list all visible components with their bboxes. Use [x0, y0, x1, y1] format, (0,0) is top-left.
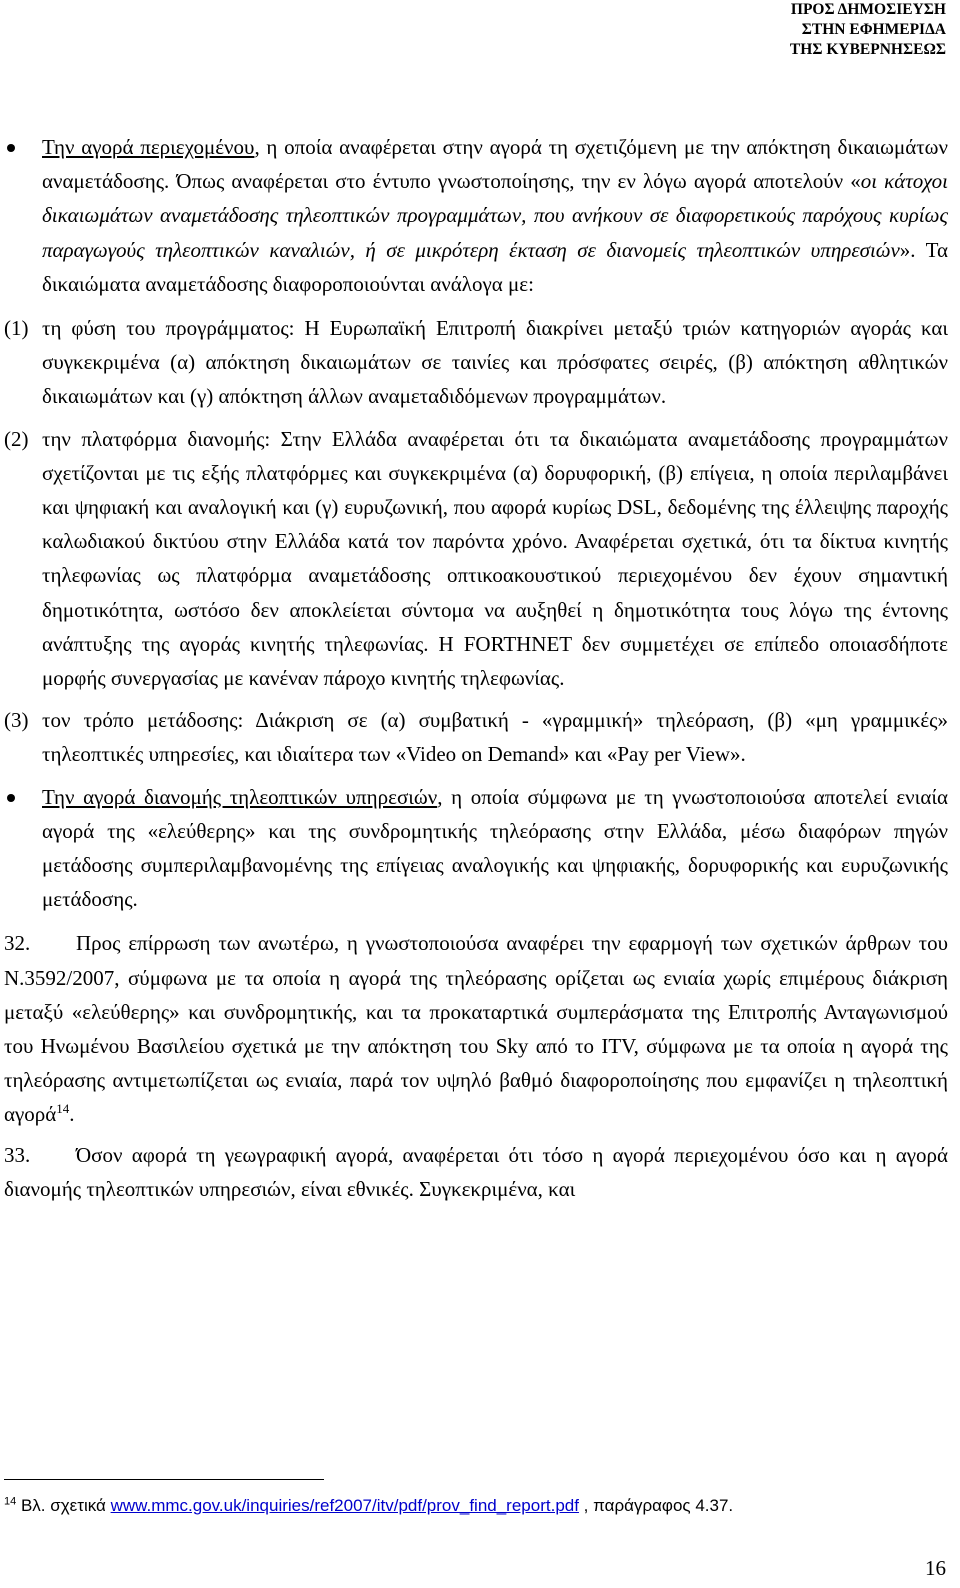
list-item-3 [4, 703, 948, 771]
footnote-divider [4, 1479, 324, 1480]
document-body [4, 130, 948, 1212]
paragraph-33 [4, 1138, 948, 1206]
header-line-2: ΣΤΗΝ ΕΦΗΜΕΡΙΔΑ [801, 21, 946, 38]
bullet-text: , η οποία σύμφωνα με τη γνωστοποιούσα αποτελεί ενιαία αγορά της «ελεύθερης» και της συνδρομητικής τηλεόρασης στην Ελλάδα, μέσω διαφόρων πηγών μετάδοσης συμπεριλαμβανομένης της επίγειας αναλογικής και ψηφιακής, δορυφορικής και ευρυζωνικής μετάδοσης. [42, 784, 948, 912]
bullet-text: , η οποία αναφέρεται στην αγορά τη σχετιζόμενη με την απόκτηση δικαιωμάτων αναμετάδοσης. Όπως αναφέρεται στο έντυπο γνωστοποίησης, την εν λόγω αγορά αποτελούν « [42, 135, 948, 194]
header-line-3: ΤΗΣ ΚΥΒΕΡΝΗΣΕΩΣ [789, 41, 946, 58]
list-item-2 [4, 422, 948, 696]
header-line-1: ΠΡΟΣ ΔΗΜΟΣΙΕΥΣΗ [790, 1, 946, 18]
list-item-number: (2) [4, 426, 29, 451]
bullet-term-distribution-market: Την αγορά διανομής τηλεοπτικών υπηρεσιών [42, 784, 438, 809]
list-item-number: (3) [4, 708, 29, 733]
list-item-text: την πλατφόρμα διανομής: Στην Ελλάδα αναφέρεται ότι τα δικαιώματα αναμετάδοσης προγραμμάτων σχετίζονται με τις εξής πλατφόρμες και συγκεκριμένα (α) δορυφορική, (β) επίγεια, η οποία περιλαμβάνει και ψηφιακή και αναλογική και (γ) ευρυζωνική, που αφορά κυρίως DSL, δεδομένης της έλλειψης παροχής καλωδιακού δικτύου στην Ελλάδα κατά τον παρόντα χρόνο. Αναφέρεται σχετικά, ότι τα δίκτυα κινητής τηλεφωνίας ως πλατφόρμα αναμετάδοσης οπτικοακουστικού περιεχομένου δεν έχουν σημαντική δημοτικότητα, ωστόσο δεν αποκλείεται σύντομα να αυξηθεί η δημοτικότητα τους λόγω της έντονης ανάπτυξης της αγοράς κινητής τηλεφωνίας. Η FORTHNET δεν συμμετέχει σε επίπεδο οποιασδήποτε μορφής συνεργασίας με κανέναν πάροχο κινητής τηλεφωνίας. [42, 426, 948, 691]
bullet-quote: οι κάτοχοι δικαιωμάτων αναμετάδοσης τηλεοπτικών προγραμμάτων, που ανήκουν σε διαφορετικούς παρόχους κυρίως παραγωγούς τηλεοπτικών καναλιών, ή σε μικρότερη έκταση σε διανομείς τηλεοπτικών υπηρεσιών [42, 169, 948, 262]
list-item-text: τον τρόπο μετάδοσης: Διάκριση σε (α) συμβατική - «γραμμική» τηλεόραση, (β) «μη γραμμικές» τηλεοπτικές υπηρεσίες, και ιδιαίτερα των «Video on Demand» και «Pay per View». [42, 708, 948, 767]
bullet-content-market [4, 130, 948, 301]
bullet-term-content-market: Την αγορά περιεχομένου [42, 135, 255, 159]
footnote-suffix: , παράγραφος 4.37. [578, 1496, 734, 1515]
paragraph-text: Όσον αφορά τη γεωγραφική αγορά, αναφέρεται ότι τόσο η αγορά περιεχομένου όσο και η αγορά διανομής τηλεοπτικών υπηρεσιών, είναι εθνικές. Συγκεκριμένα, και [4, 1142, 948, 1201]
footnote [4, 1494, 733, 1518]
paragraph-end: . [69, 1102, 75, 1127]
paragraph-text: Προς επίρρωση των ανωτέρω, η γνωστοποιούσα αναφέρει την εφαρμογή των σχετικών άρθρων του Ν.3592/2007, σύμφωνα με τα οποία η αγορά της τηλεόρασης ορίζεται ως ενιαία χωρίς επιμέρους διάκριση μεταξύ «ελεύθερης» και συνδρομητικής, και τα προκαταρτικά συμπεράσματα της Επιτροπής Ανταγωνισμού του Ηνωμένου Βασιλείου σχετικά με την απόκτηση του Sky από το ITV, σύμφωνα με τα οποία η αγορά της τηλεόρασης αντιμετωπίζεται ως ενιαία, παρά τον υψηλό βαθμό διαφοροποίησης που εμφανίζει η τηλεοπτική αγορά [4, 931, 948, 1127]
bullet-text-end: ». Τα δικαιώματα αναμετάδοσης διαφοροποιούνται ανάλογα με: [42, 237, 948, 296]
list-item-number: (1) [4, 316, 29, 341]
publication-header [790, 0, 946, 60]
paragraph-number: 32. [4, 931, 31, 956]
bullet-distribution-market [4, 780, 948, 917]
footnote-link[interactable]: www.mmc.gov.uk/inquiries/ref2007/itv/pdf/prov_find_report.pdf [110, 1496, 579, 1515]
paragraph-32 [4, 926, 948, 1131]
list-item-1 [4, 311, 948, 414]
footnote-reference[interactable]: 14 [56, 1101, 70, 1117]
paragraph-number: 33. [4, 1142, 31, 1167]
list-item-text: τη φύση του προγράμματος: Η Ευρωπαϊκή Επιτροπή διακρίνει μεταξύ τριών κατηγοριών αγοράς και συγκεκριμένα (α) απόκτηση δικαιωμάτων σε ταινίες και πρόσφατες σειρές, (β) απόκτηση αθλητικών δικαιωμάτων και (γ) απόκτηση άλλων αναμεταδιδόμενων προγραμμάτων. [42, 316, 948, 409]
page-number: 16 [925, 1556, 946, 1580]
footnote-number: 14 [4, 1495, 17, 1508]
footnote-prefix: Βλ. σχετικά [16, 1496, 111, 1515]
